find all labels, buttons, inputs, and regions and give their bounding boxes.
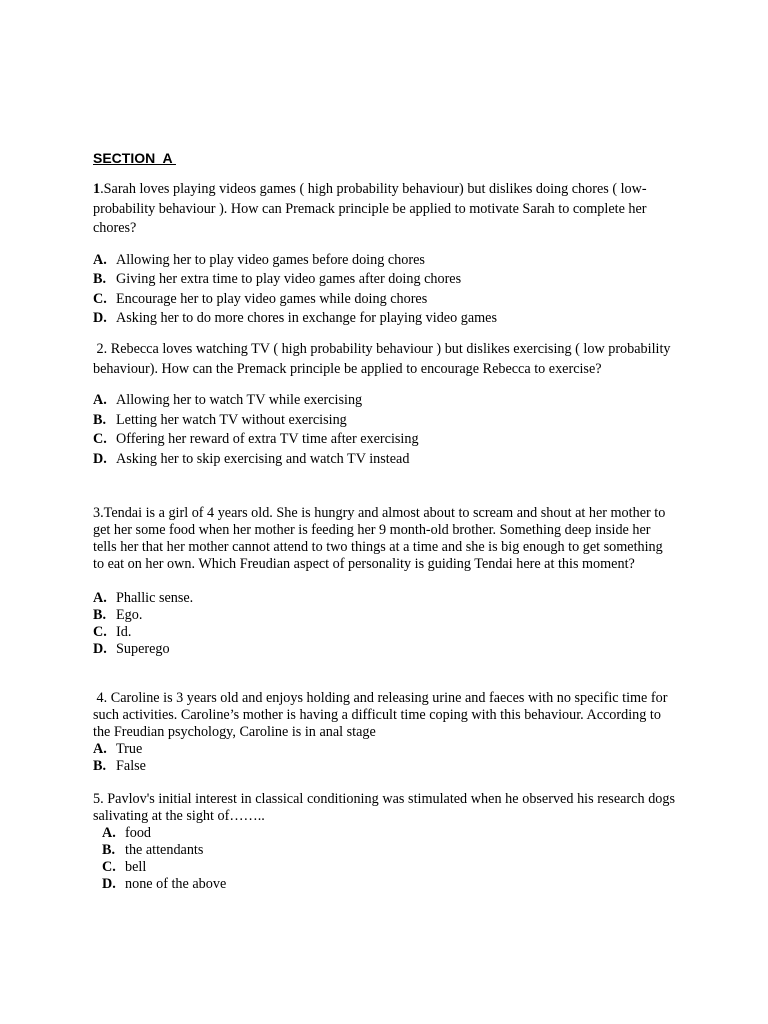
- option-text: Offering her reward of extra TV time after exercising: [116, 431, 419, 447]
- option-letter: B.: [93, 607, 107, 623]
- question-stem: 3.Tendai is a girl of 4 years old. She is hungry and almost about to scream and shout at her mother to get her some food when her mother is feeding her 9 month-old brother. Something deep inside her tells her that her mother cannot attend to two things at a time and she is big enough to get something to eat on her own. Which Freudian aspect of personality is guiding Tendai here at this moment?: [93, 505, 666, 572]
- question-number: 1: [93, 181, 101, 197]
- option-text: Asking her to do more chores in exchange for playing video games: [116, 310, 497, 326]
- option-c: [93, 290, 675, 310]
- question-4: [93, 690, 675, 775]
- option-letter: B.: [93, 271, 107, 287]
- option-c: [93, 430, 675, 450]
- option-d: [93, 450, 675, 470]
- options-list: [93, 251, 675, 329]
- option-letter: B.: [93, 411, 107, 428]
- question-5: [93, 791, 675, 893]
- option-letter: D.: [93, 641, 107, 657]
- option-text: Ego.: [116, 607, 143, 623]
- option-text: food: [125, 825, 152, 841]
- option-letter: A.: [102, 825, 116, 841]
- option-c: [93, 624, 675, 641]
- option-text: Encourage her to play video games while doing chores: [116, 290, 428, 307]
- question-2: [93, 340, 675, 469]
- option-letter: A.: [93, 392, 107, 408]
- option-letter: A.: [93, 741, 107, 757]
- option-b: [93, 270, 675, 290]
- question-stem: 2. Rebecca loves watching TV ( high probability behaviour ) but dislikes exercising ( low probability behaviour). How can the Premack principle be applied to encourage Rebecca to exercise?: [93, 341, 675, 377]
- option-text: Allowing her to play video games before doing chores: [116, 251, 425, 268]
- option-text: Allowing her to watch TV while exercising: [116, 392, 363, 408]
- option-text: True: [116, 741, 143, 757]
- option-letter: C.: [93, 290, 107, 307]
- option-letter: C.: [93, 624, 107, 640]
- option-text: none of the above: [125, 876, 227, 892]
- option-text: the attendants: [125, 842, 204, 858]
- option-d: [93, 641, 675, 658]
- option-b: [93, 411, 675, 431]
- question-text: .Sarah loves playing videos games ( high probability behaviour) but dislikes doing chores ( low- probability behaviour ). How can Premack principle be applied to motivate Sarah to complete her chores?: [93, 181, 647, 236]
- option-text: Superego: [116, 641, 170, 657]
- option-b: [93, 607, 675, 624]
- question-3: [93, 505, 675, 658]
- option-d: [93, 309, 675, 329]
- option-letter: D.: [102, 876, 116, 892]
- option-text: Id.: [116, 624, 132, 640]
- option-d: [102, 876, 675, 893]
- option-letter: C.: [93, 431, 107, 447]
- option-letter: D.: [93, 310, 107, 326]
- option-text: Phallic sense.: [116, 590, 194, 606]
- option-letter: A.: [93, 590, 107, 606]
- option-b: [102, 842, 675, 859]
- option-a: [102, 825, 675, 842]
- option-text: Giving her extra time to play video games after doing chores: [116, 271, 462, 287]
- option-letter: C.: [102, 859, 116, 875]
- option-c: [102, 859, 675, 876]
- option-b: [93, 758, 675, 775]
- question-1: [93, 180, 675, 329]
- option-text: Letting her watch TV without exercising: [116, 411, 347, 428]
- options-list: [93, 825, 675, 893]
- options-list: [93, 590, 675, 658]
- option-text: bell: [125, 859, 147, 875]
- option-text: False: [116, 758, 146, 774]
- option-letter: B.: [93, 758, 107, 774]
- question-stem: [93, 180, 675, 239]
- option-text: Asking her to skip exercising and watch TV instead: [116, 450, 410, 467]
- question-stem: 4. Caroline is 3 years old and enjoys holding and releasing urine and faeces with no specific time for such activities. Caroline’s mother is having a difficult time coping with this behaviour. According to the Freudian psychology, Caroline is in anal stage: [93, 690, 671, 740]
- option-a: [93, 391, 675, 411]
- question-stem: 5. Pavlov's initial interest in classical conditioning was stimulated when he observed his research dogs salivating at the sight of……..: [93, 791, 675, 824]
- section-title: SECTION A: [93, 150, 176, 166]
- option-letter: A.: [93, 251, 107, 268]
- option-letter: B.: [102, 842, 116, 858]
- option-a: [93, 741, 675, 758]
- option-letter: D.: [93, 450, 107, 467]
- options-list: [93, 391, 675, 469]
- options-list: [93, 741, 675, 775]
- option-a: [93, 251, 675, 271]
- option-a: [93, 590, 675, 607]
